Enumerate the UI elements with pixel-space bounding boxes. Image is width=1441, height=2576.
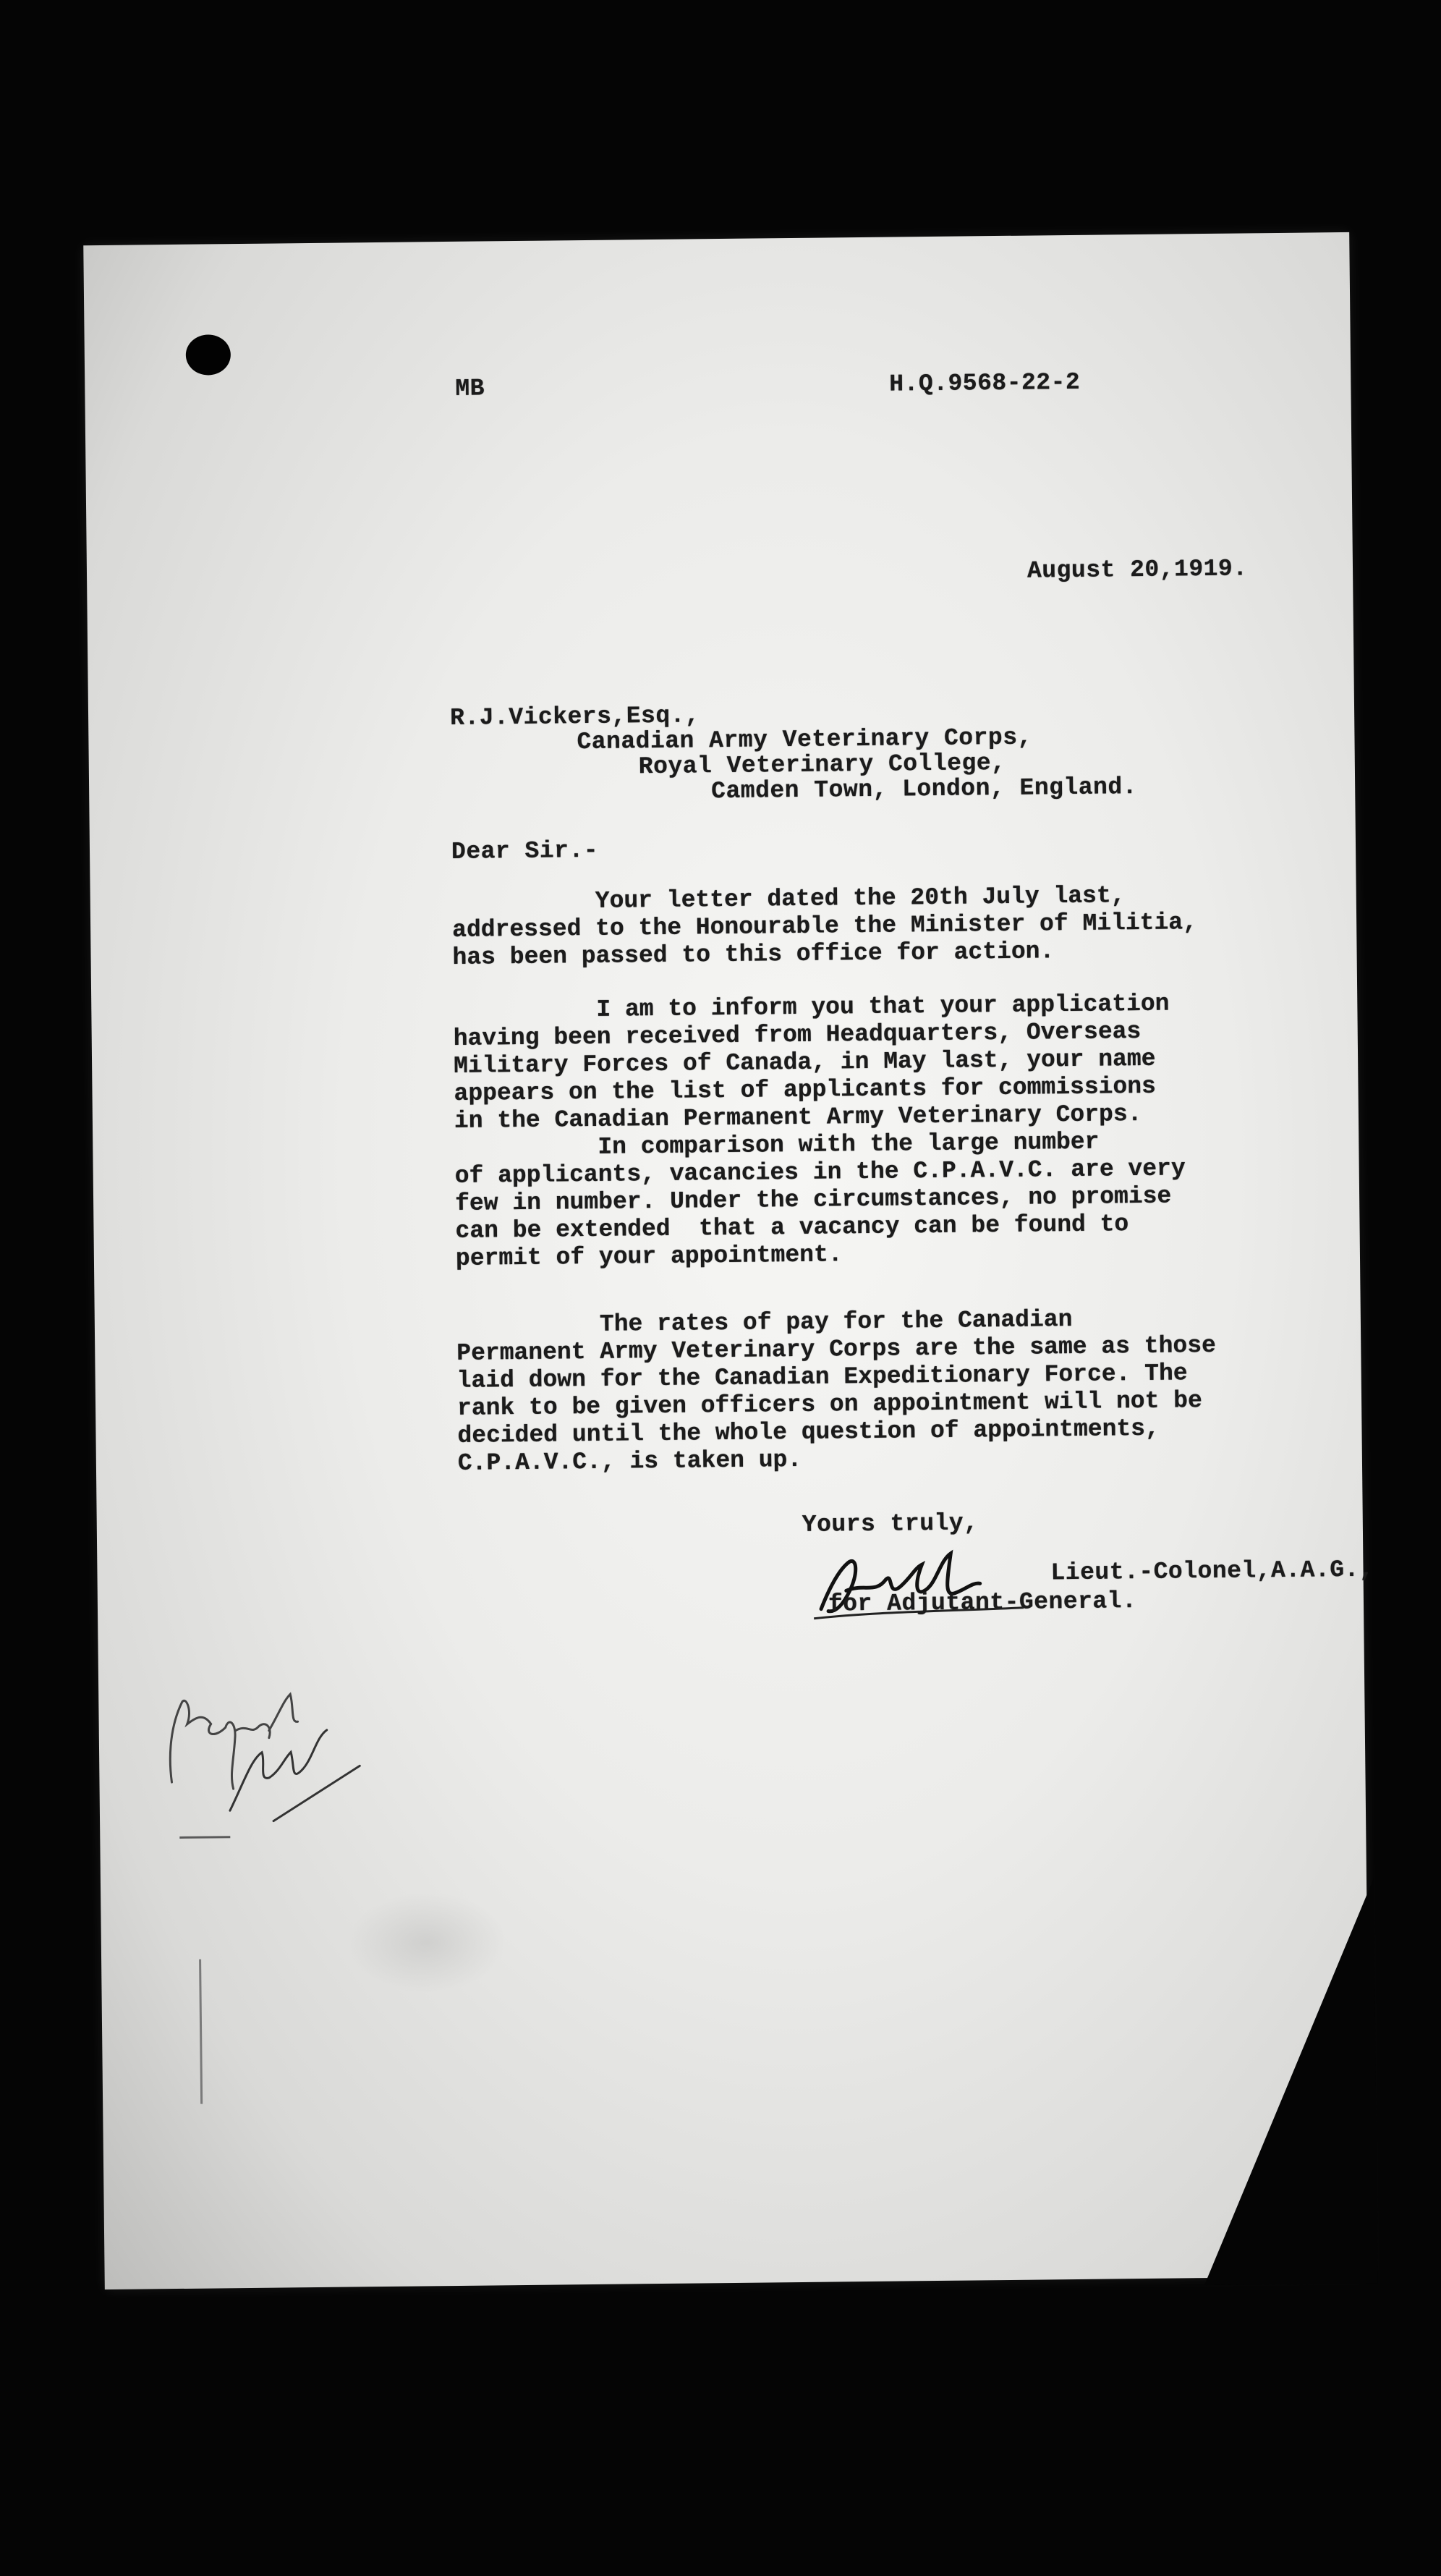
body-paragraph: [456, 1304, 1290, 1478]
paragraph-line: decided until the whole question of appointments,: [457, 1415, 1160, 1449]
paragraph-line: of applicants, vacancies in the C.P.A.V.C. are very: [454, 1155, 1186, 1190]
paragraph-line: can be extended that a vacancy can be found to: [455, 1211, 1129, 1245]
paragraph-line: in the Canadian Permanent Army Veterinary Corps.: [454, 1100, 1142, 1135]
paragraph-line: few in number. Under the circumstances, no promise: [454, 1182, 1172, 1217]
margin-line: [199, 1959, 203, 2104]
paragraph-line: rank to be given officers on appointment will not be: [456, 1387, 1203, 1422]
file-reference: H.Q.9568-22-2: [889, 368, 1081, 398]
paragraph-line: Permanent Army Veterinary Corps are the same as those: [456, 1331, 1217, 1367]
paragraph-line: has been passed to this office for action.: [452, 938, 1055, 971]
paragraph-line: Your letter dated the 20th July last,: [451, 882, 1126, 916]
recipient-address-line: Canadian Army Veterinary Corps,: [577, 724, 1033, 756]
paragraph-line: I am to inform you that your application: [453, 990, 1170, 1025]
signatory-title: Lieut.-Colonel,A.A.G.,: [1050, 1556, 1374, 1587]
letter-date: August 20,1919.: [1026, 555, 1248, 585]
paper-smudge: [347, 1891, 506, 1994]
margin-dash: [179, 1836, 230, 1839]
paragraph-line: Military Forces of Canada, in May last, your name: [453, 1045, 1156, 1080]
torn-corner: [1200, 1878, 1378, 2285]
recipient-address-line: Camden Town, London, England.: [711, 774, 1138, 805]
margin-handwritten-note: [142, 1643, 390, 1834]
paragraph-line: appears on the list of applicants for commissions: [454, 1072, 1157, 1107]
salutation: Dear Sir.-: [451, 836, 599, 865]
letter-page: [83, 232, 1374, 2289]
body-paragraph: [452, 881, 1285, 972]
paragraph-line: permit of your appointment.: [455, 1241, 843, 1272]
body-paragraph: [453, 989, 1286, 1135]
paragraph-line: In comparison with the large number: [454, 1128, 1100, 1162]
paragraph-line: C.P.A.V.C., is taken up.: [457, 1446, 802, 1477]
paragraph-line: laid down for the Canadian Expeditionary Force. The: [456, 1360, 1188, 1394]
recipient-name: R.J.Vickers,Esq.,: [449, 702, 700, 732]
paragraph-line: having been received from Headquarters, Overseas: [453, 1017, 1142, 1052]
paragraph-line: addressed to the Honourable the Minister of Militia,: [451, 909, 1198, 944]
body-paragraph: [454, 1127, 1288, 1273]
typist-initials: MB: [455, 375, 485, 402]
closing: Yours truly,: [802, 1509, 979, 1538]
recipient-address-line: Royal Veterinary College,: [638, 749, 1006, 781]
paragraph-line: The rates of pay for the Canadian: [456, 1306, 1073, 1339]
signatory-on-behalf: for Adjutant-General.: [828, 1588, 1137, 1618]
punch-hole: [186, 334, 231, 376]
